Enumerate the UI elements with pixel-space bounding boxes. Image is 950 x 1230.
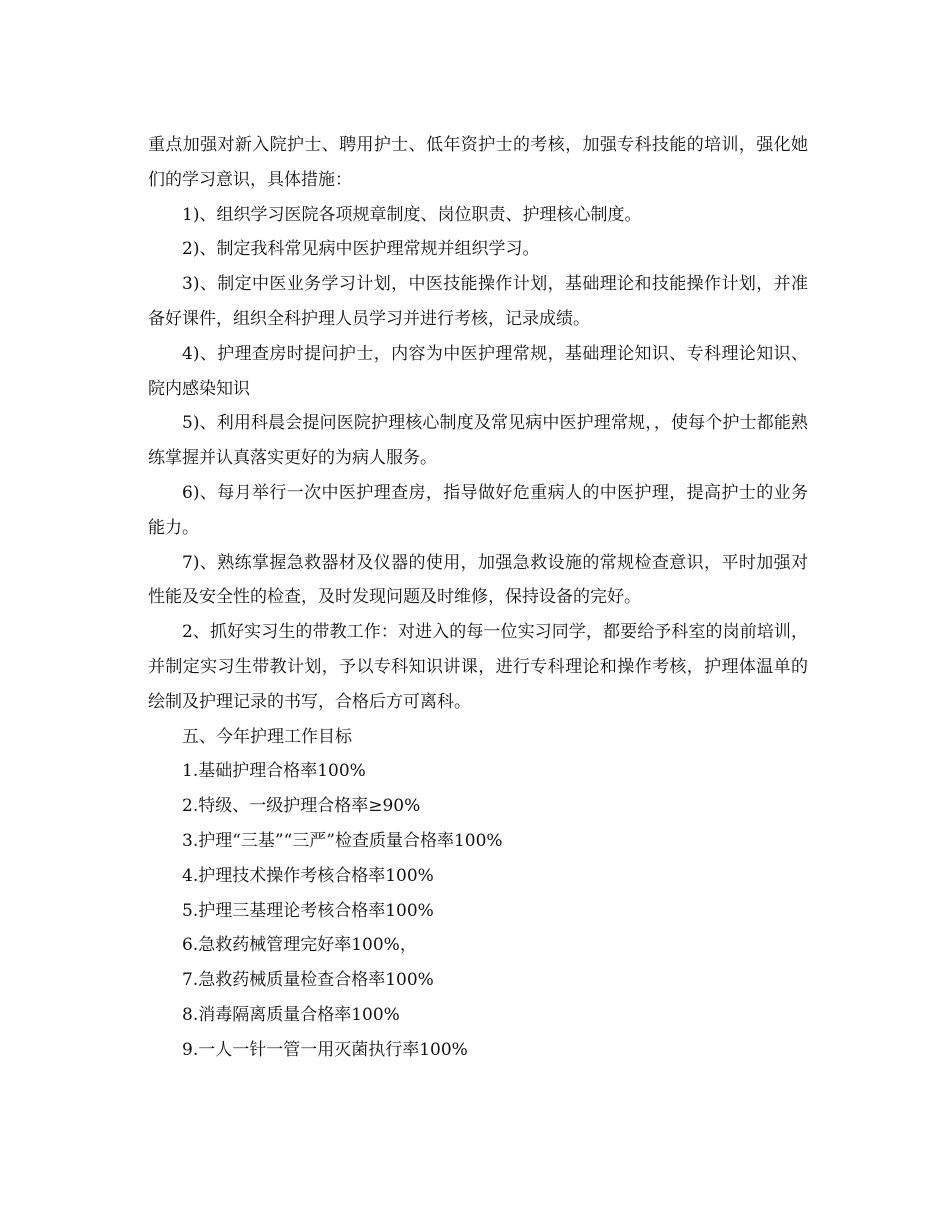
- paragraph-measure-1: 1)、组织学习医院各项规章制度、岗位职责、护理核心制度。: [182, 204, 642, 225]
- goal-item-7: 7.急救药械质量检查合格率100%: [182, 970, 434, 991]
- goal-item-2: 2.特级、一级护理合格率≥90%: [182, 796, 421, 817]
- paragraph-intern-training: 2、抓好实习生的带教工作：对进入的每一位实习同学，都要给予科室的岗前培训，并制定实习生带教计划，予以专科知识讲课，进行专科理论和操作考核，护理体温单的绘制及护理记录的书写，合格后方可离科。: [148, 622, 808, 712]
- paragraph-measure-2: 2)、制定我科常见病中医护理常规并组织学习。: [182, 239, 540, 260]
- goal-item-3: 3.护理“三基”“三严”检查质量合格率100%: [182, 830, 503, 851]
- document-body: [148, 128, 808, 1068]
- goal-item-4: 4.护理技术操作考核合格率100%: [182, 865, 434, 886]
- paragraph-measure-5: 5)、利用科晨会提问医院护理核心制度及常见病中医护理常规，，使每个护士都能熟练掌握并认真落实更好的为病人服务。: [148, 413, 808, 469]
- paragraph-measure-3: 3)、制定中医业务学习计划，中医技能操作计划，基础理论和技能操作计划，并准备好课件，组织全科护理人员学习并进行考核，记录成绩。: [148, 274, 808, 329]
- goal-item-8: 8.消毒隔离质量合格率100%: [182, 1004, 400, 1025]
- goal-item-9: 9.一人一针一管一用灭菌执行率100%: [182, 1039, 468, 1060]
- goal-item-6: 6.急救药械管理完好率100%，: [182, 935, 417, 956]
- goal-item-5: 5.护理三基理论考核合格率100%: [182, 900, 434, 921]
- paragraph-intro: 重点加强对新入院护士、聘用护士、低年资护士的考核，加强专科技能的培训，强化她们的学习意识，具体措施：: [148, 135, 808, 190]
- paragraph-measure-4: 4)、护理查房时提问护士，内容为中医护理常规，基础理论知识、专科理论知识、院内感染知识: [148, 343, 808, 399]
- paragraph-measure-6: 6)、每月举行一次中医护理查房，指导做好危重病人的中医护理，提高护士的业务能力。: [148, 482, 808, 538]
- section-heading-goals: 五、今年护理工作目标: [182, 726, 352, 747]
- goal-item-1: 1.基础护理合格率100%: [182, 761, 366, 782]
- paragraph-measure-7: 7)、熟练掌握急救器材及仪器的使用，加强急救设施的常规检查意识，平时加强对性能及安全性的检查，及时发现问题及时维修，保持设备的完好。: [148, 552, 808, 608]
